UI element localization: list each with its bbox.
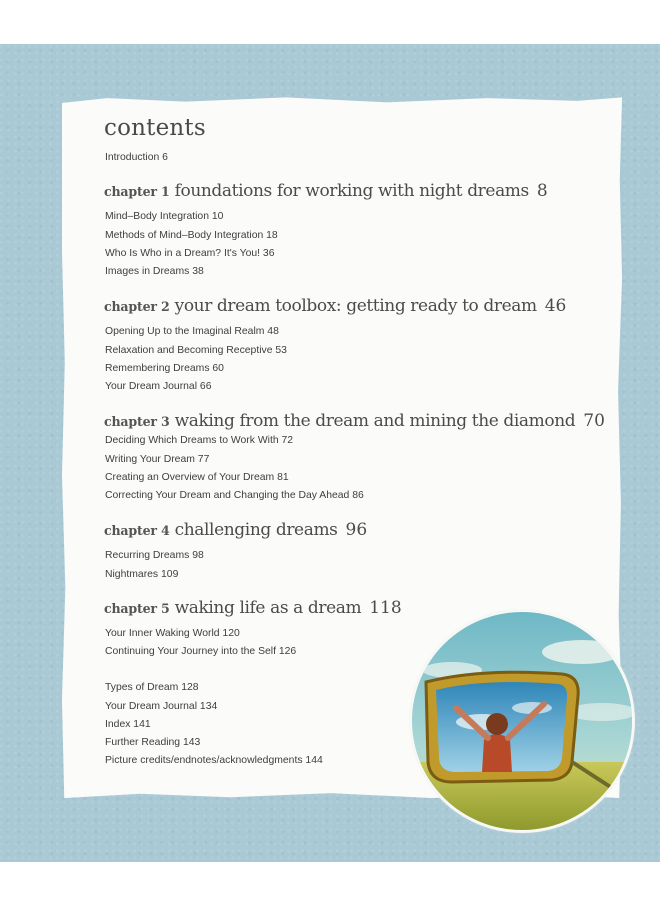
toc-entry: Recurring Dreams 98: [105, 550, 204, 561]
chapter-2-page: 46: [544, 296, 567, 316]
chapter-5-number: chapter 5: [104, 601, 170, 616]
chapter-3-heading: [104, 411, 605, 431]
contents-heading: contents: [104, 115, 206, 141]
toc-entry: Writing Your Dream 77: [105, 454, 210, 465]
chapter-1-page: 8: [536, 181, 548, 201]
chapter-5-page: 118: [369, 598, 402, 618]
chapter-4-heading: [104, 520, 367, 540]
toc-entry: Correcting Your Dream and Changing the Day Ahead 86: [105, 490, 364, 501]
back-matter-entry: Types of Dream 128: [105, 682, 199, 693]
back-matter-entry: Further Reading 143: [105, 737, 201, 748]
toc-entry: Continuing Your Journey into the Self 126: [105, 646, 297, 657]
toc-entry: Your Inner Waking World 120: [105, 628, 240, 639]
back-matter-entry: Index 141: [105, 719, 151, 730]
toc-entry: Opening Up to the Imaginal Realm 48: [105, 326, 279, 337]
chapter-2-heading: [104, 296, 566, 316]
chapter-2-title: your dream toolbox: getting ready to dream: [174, 296, 537, 316]
chapter-5-title: waking life as a dream: [174, 598, 362, 618]
toc-entry: Nightmares 109: [105, 569, 179, 580]
toc-entry: Who Is Who in a Dream? It's You! 36: [105, 248, 275, 259]
toc-entry: Mind–Body Integration 10: [105, 211, 224, 222]
toc-entry: Images in Dreams 38: [105, 266, 204, 277]
back-matter-entry: Your Dream Journal 134: [105, 701, 218, 712]
chapter-5-heading: [104, 598, 402, 618]
toc-entry: Relaxation and Becoming Receptive 53: [105, 345, 287, 356]
toc-entry: Deciding Which Dreams to Work With 72: [105, 435, 294, 446]
mirror-photo-illustration: [412, 612, 632, 830]
chapter-2-number: chapter 2: [104, 299, 170, 314]
toc-entry: Methods of Mind–Body Integration 18: [105, 230, 278, 241]
mirror-photo-circle: [412, 612, 632, 830]
chapter-4-number: chapter 4: [104, 523, 170, 538]
chapter-4-page: 96: [345, 520, 368, 540]
intro-entry: Introduction 6: [105, 152, 168, 163]
toc-entry: Your Dream Journal 66: [105, 381, 212, 392]
chapter-1-number: chapter 1: [104, 184, 170, 199]
chapter-1-title: foundations for working with night dreams: [174, 181, 529, 201]
toc-entry: Creating an Overview of Your Dream 81: [105, 472, 289, 483]
chapter-4-title: challenging dreams: [174, 520, 338, 540]
back-matter-entry: Picture credits/endnotes/acknowledgments 144: [105, 755, 323, 766]
chapter-1-heading: [104, 181, 548, 201]
chapter-3-title: waking from the dream and mining the diamond: [174, 411, 576, 431]
toc-entry: Remembering Dreams 60: [105, 363, 224, 374]
chapter-3-page: 70: [583, 411, 605, 431]
chapter-3-number: chapter 3: [104, 414, 170, 429]
